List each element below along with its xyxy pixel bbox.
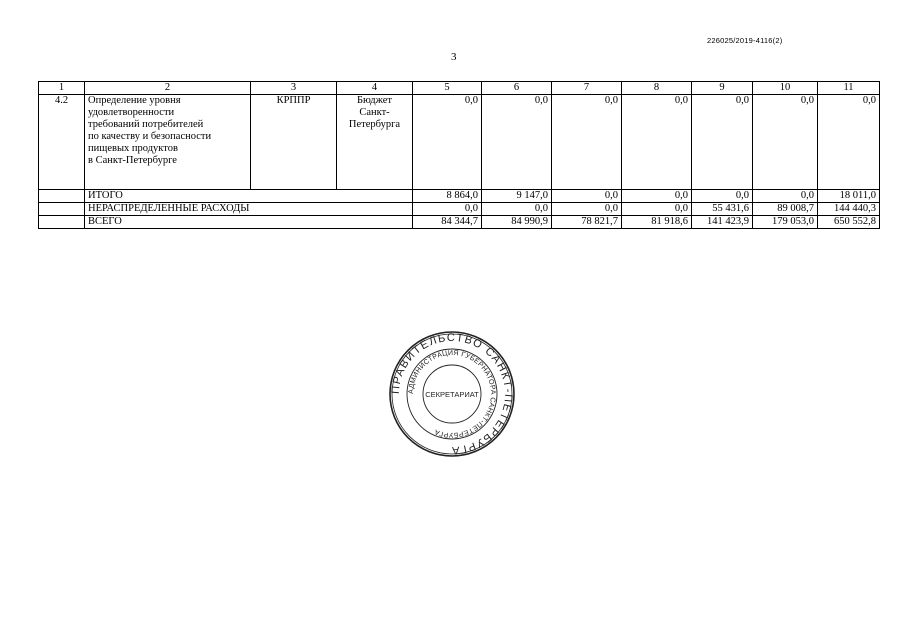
value-cell: 650 552,8 <box>818 216 880 229</box>
column-header: 10 <box>753 82 818 95</box>
value-cell: 0,0 <box>753 95 818 190</box>
budget-table <box>38 81 880 229</box>
total-row <box>39 216 880 229</box>
value-cell: 81 918,6 <box>622 216 692 229</box>
value-cell: 0,0 <box>413 95 482 190</box>
itogo-label: ИТОГО <box>85 190 413 203</box>
value-cell: 0,0 <box>622 203 692 216</box>
value-cell: 18 011,0 <box>818 190 880 203</box>
secretariat-stamp <box>388 330 516 458</box>
value-cell: 0,0 <box>552 95 622 190</box>
row-number: 4.2 <box>39 95 85 190</box>
value-cell: 89 008,7 <box>753 203 818 216</box>
value-cell: 179 053,0 <box>753 216 818 229</box>
column-header: 3 <box>251 82 337 95</box>
value-cell: 0,0 <box>622 190 692 203</box>
column-header-row <box>39 82 880 95</box>
unallocated-row <box>39 203 880 216</box>
column-header: 5 <box>413 82 482 95</box>
funding-source: Бюджет Санкт- Петербурга <box>337 95 413 190</box>
page-number: 3 <box>451 51 457 63</box>
value-cell: 0,0 <box>413 203 482 216</box>
value-cell: 8 864,0 <box>413 190 482 203</box>
value-cell: 55 431,6 <box>692 203 753 216</box>
column-header: 11 <box>818 82 880 95</box>
value-cell: 0,0 <box>482 203 552 216</box>
value-cell: 0,0 <box>482 95 552 190</box>
value-cell: 0,0 <box>692 190 753 203</box>
executor: КРППР <box>251 95 337 190</box>
itogo-row <box>39 190 880 203</box>
value-cell: 0,0 <box>552 203 622 216</box>
column-header: 9 <box>692 82 753 95</box>
table-row-4-2 <box>39 95 880 190</box>
column-header: 6 <box>482 82 552 95</box>
document-id: 226025/2019-4116(2) <box>707 36 783 45</box>
value-cell: 0,0 <box>552 190 622 203</box>
value-cell: 84 990,9 <box>482 216 552 229</box>
value-cell: 78 821,7 <box>552 216 622 229</box>
stamp-center-text: СЕКРЕТАРИАТ <box>425 390 479 399</box>
column-header: 4 <box>337 82 413 95</box>
column-header: 8 <box>622 82 692 95</box>
stamp-inner-text: АДМИНИСТРАЦИЯ ГУБЕРНАТОРА САНКТ-ПЕТЕРБУРГА <box>407 349 497 439</box>
value-cell: 0,0 <box>622 95 692 190</box>
value-cell: 9 147,0 <box>482 190 552 203</box>
value-cell: 144 440,3 <box>818 203 880 216</box>
value-cell: 0,0 <box>692 95 753 190</box>
column-header: 2 <box>85 82 251 95</box>
column-header: 1 <box>39 82 85 95</box>
value-cell: 141 423,9 <box>692 216 753 229</box>
unallocated-label: НЕРАСПРЕДЕЛЕННЫЕ РАСХОДЫ <box>85 203 413 216</box>
value-cell: 0,0 <box>753 190 818 203</box>
value-cell: 84 344,7 <box>413 216 482 229</box>
value-cell: 0,0 <box>818 95 880 190</box>
total-label: ВСЕГО <box>85 216 413 229</box>
activity-name: Определение уровня удовлетворенности требований потребителей по качеству и безопасности пищевых продуктов в Санкт-Петербурге <box>85 95 251 190</box>
stamp-outer-text: ПРАВИТЕЛЬСТВО САНКТ-ПЕТЕРБУРГА <box>389 331 515 457</box>
column-header: 7 <box>552 82 622 95</box>
